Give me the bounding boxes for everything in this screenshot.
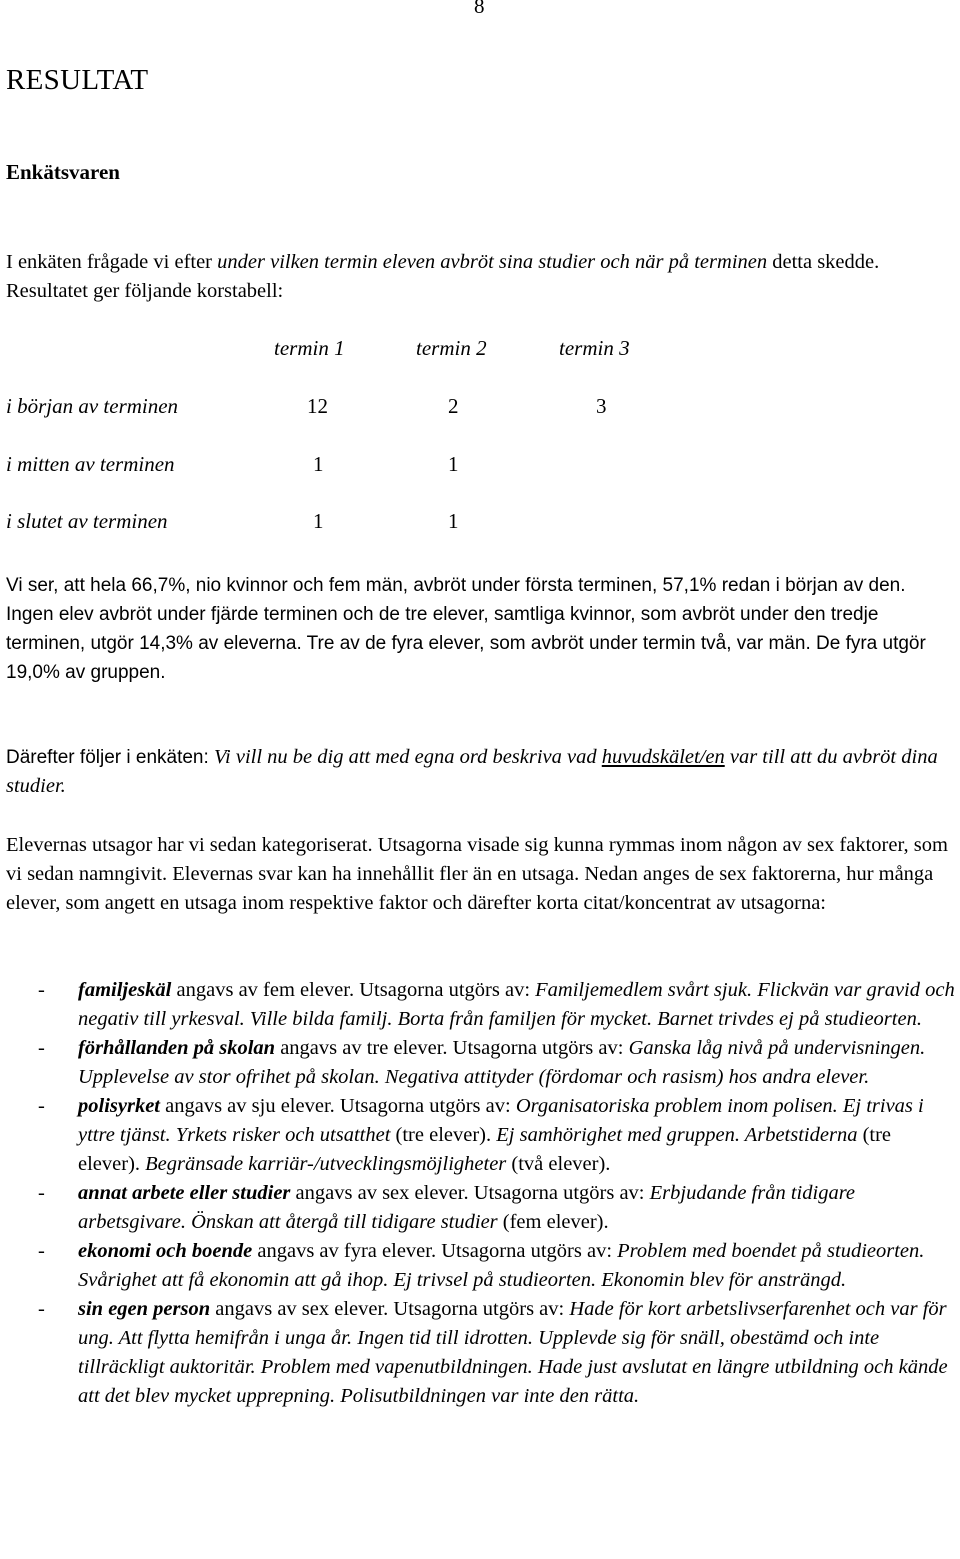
list-dash: - [38, 1298, 45, 1320]
list-dash: - [38, 1182, 45, 1204]
statistics-paragraph: Vi ser, att hela 66,7%, nio kvinnor och fem män, avbröt under första terminen, 57,1% redan i början av den. Ingen elev avbröt under fjärde terminen och de tre elever, samtliga kvinnor, som avbröt under den tredje terminen, utgör 14,3% av eleverna. Tre av de fyra elever, som avbröt under termin två, var män. De fyra utgör 19,0% av gruppen. [6, 575, 926, 683]
factor-name: förhållanden på skolan [78, 1037, 276, 1059]
list-dash: - [38, 1095, 45, 1117]
question-italic-start: Vi vill nu be dig att med egna ord beskriva vad [214, 746, 602, 768]
question-paragraph [6, 743, 956, 801]
factor-quote: Ej samhörighet med gruppen. Arbetstiderna [496, 1124, 858, 1146]
factor-quote: Hade för kort arbetslivserfarenhet och var för ung. Att flytta hemifrån i unga år. Ingen tid till idrotten. Upplevde sig för snäll, obestämd och inte tillräckligt auktoritär. Problem med vapenutbildningen. Hade just avslutat en längre utbildning och kände att det blev mycket upprepning. Polisutbildningen var inte den rätta. [78, 1298, 948, 1407]
categorize-paragraph: Elevernas utsagor har vi sedan kategoriserat. Utsagorna visade sig kunna rymmas inom någon av sex faktorer, som vi sedan namngivit. Elevernas svar kan ha innehållit fler än en utsaga. Nedan anges de sex faktorerna, hur många elever, som angett en utsaga inom respektive faktor och därefter korta citat/koncentrat av utsagorna: [6, 834, 948, 914]
factor-quote: Problem med boendet på studieorten. Svårighet att få ekonomin att gå ihop. Ej trivsel på studieorten. Ekonomin blev för ansträngd. [78, 1240, 925, 1291]
table-cell: 2 [448, 394, 459, 418]
factor-count-text: angavs av sju elever. Utsagorna utgörs av: [160, 1095, 516, 1117]
factor-name: annat arbete eller studier [78, 1182, 291, 1204]
intro-paragraph [6, 248, 956, 306]
question-underlined: huvudskälet/en [601, 746, 725, 768]
factor-quote: Organisatoriska problem inom polisen. Ej trivas i yttre tjänst. Yrkets risker och utsatthet [78, 1095, 924, 1146]
table-cell: 1 [313, 509, 324, 533]
factor-quote: Begränsade karriär-/utvecklingsmöjligheter [145, 1153, 507, 1175]
question-prefix: Därefter följer i enkäten: [6, 747, 215, 768]
factor-count-text: angavs av fem elever. Utsagorna utgörs av: [171, 979, 536, 1001]
table-cell: 1 [448, 509, 459, 533]
factor-item [6, 1092, 958, 1179]
row-label: i slutet av terminen [6, 509, 168, 533]
factor-item [6, 1034, 958, 1092]
crosstab-row [6, 394, 906, 424]
column-header: termin 1 [274, 336, 345, 360]
list-dash: - [38, 1037, 45, 1059]
table-cell: 12 [307, 394, 328, 418]
factor-count-text: angavs av sex elever. Utsagorna utgörs av: [290, 1182, 650, 1204]
column-header: termin 2 [416, 336, 487, 360]
factor-item [6, 1295, 958, 1411]
intro-question-italic: under vilken termin eleven avbröt sina studier och när på terminen [217, 251, 768, 273]
factor-quote: Ganska låg nivå på undervisningen. Upplevelse av stor ofrihet på skolan. Negativa attityder (fördomar och rasism) hos andra elever. [78, 1037, 926, 1088]
row-label: i mitten av terminen [6, 452, 175, 476]
intro-text-end: detta skedde. Resultatet ger följande korstabell: [6, 251, 880, 302]
factor-name: polisyrket [78, 1095, 160, 1117]
section-heading: Enkätsvaren [6, 160, 120, 184]
crosstab-row [6, 452, 906, 482]
factor-count-text: angavs av tre elever. Utsagorna utgörs av: [275, 1037, 629, 1059]
table-cell: 1 [313, 452, 324, 476]
intro-text-start: I enkäten frågade vi efter [6, 251, 218, 273]
factor-item [6, 1237, 958, 1295]
factor-item [6, 1179, 958, 1237]
factor-list [6, 976, 958, 1411]
factor-count-text: angavs av fyra elever. Utsagorna utgörs av: [252, 1240, 618, 1262]
list-dash: - [38, 1240, 45, 1262]
factor-name: familjeskäl [78, 979, 172, 1001]
factor-name: sin egen person [78, 1298, 211, 1320]
factor-item [6, 976, 958, 1034]
factor-quote: Familjemedlem svårt sjuk. Flickvän var gravid och negativ till yrkesval. Ville bilda familj. Borta från familjen för mycket. Barnet trivdes ej på studieorten. [78, 979, 955, 1030]
factor-note: (fem elever). [497, 1211, 609, 1233]
list-dash: - [38, 979, 45, 1001]
question-italic-end: var till att du avbröt dina studier. [6, 746, 938, 797]
crosstab-row [6, 509, 906, 539]
factor-name: ekonomi och boende [78, 1240, 253, 1262]
factor-count-text: angavs av sex elever. Utsagorna utgörs av: [210, 1298, 570, 1320]
page-number: 8 [474, 0, 485, 18]
row-label: i början av terminen [6, 394, 179, 418]
page-title: RESULTAT [6, 64, 149, 96]
factor-note: (två elever). [506, 1153, 611, 1175]
factor-note: (tre elever). [78, 1124, 892, 1175]
column-header: termin 3 [559, 336, 630, 360]
crosstab-header-row [6, 336, 906, 366]
factor-quote: Erbjudande från tidigare arbetsgivare. Önskan att återgå till tidigare studier [78, 1182, 856, 1233]
factor-note: (tre elever). [390, 1124, 497, 1146]
table-cell: 3 [596, 394, 607, 418]
table-cell: 1 [448, 452, 459, 476]
